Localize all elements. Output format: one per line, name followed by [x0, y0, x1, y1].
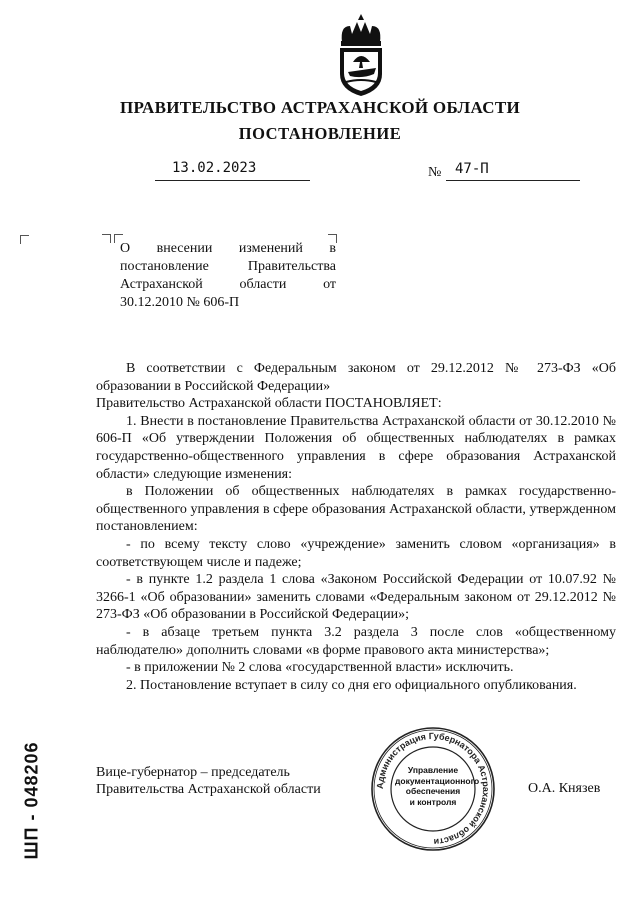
stamp-center-text: Управление документационного обеспечения и контроля [395, 765, 480, 807]
preamble: В соответствии с Федеральным законом от 29.12.2012 № 273-ФЗ «Об образовании в Российской Федерации» [96, 361, 616, 394]
number-underline [446, 180, 580, 181]
serial-number: ШП - 048206 [21, 741, 42, 860]
svg-text:Администрация Губернатора Астр: Администрация Губернатора Астраханской области [374, 730, 492, 848]
signatory-position [96, 764, 321, 798]
item-1: 1. Внести в постановление Правительства Астраханской области от 30.12.2010 № 606-П «Об утверждении Положения об общественных наблюдателях в рамках государственно-общественного управления в сфере образования Астраханской области» следующие изменения: [96, 413, 616, 482]
position-line: Правительства Астраханской области [96, 782, 321, 797]
coat-of-arms-icon [330, 12, 392, 98]
position-line: Вице-губернатор – председатель [96, 765, 290, 780]
corner-mark [20, 235, 29, 244]
corner-mark [102, 234, 111, 243]
signatory-name: О.А. Князев [528, 781, 601, 796]
item-1-intro: в Положении об общественных наблюдателях в рамках государственно-общественного управления в сфере образования Астраханской области, утвержденном постановлением: [96, 484, 616, 535]
document-body [96, 360, 616, 694]
number-sign: № [428, 165, 442, 180]
change-item: - в пункте 1.2 раздела 1 слова «Законом Российской Федерации от 10.07.92 № 3266-1 «Об образовании» заменить словами «Федеральным законом от 29.12.2012 № 273-ФЗ «Об образовании в Российской Федерации»; [96, 572, 616, 623]
change-item: - в приложении № 2 слова «государственной власти» исключить. [126, 660, 514, 676]
change-item: - в абзаце третьем пункта 3.2 раздела 3 после слов «общественному наблюдателю» дополнить словами «в форме правового акта министерства»; [96, 624, 616, 658]
enacting-clause: Правительство Астраханской области ПОСТАНОВЛЯЕТ: [96, 396, 442, 412]
date-underline [155, 180, 310, 181]
organization-title: ПРАВИТЕЛЬСТВО АСТРАХАНСКОЙ ОБЛАСТИ [120, 98, 520, 117]
document-date: 13.02.2023 [172, 160, 257, 176]
change-item: - по всему тексту слово «учреждение» заменить словом «организация» в соответствующем числе и падеже; [96, 536, 616, 570]
document-type: ПОСТАНОВЛЕНИЕ [238, 124, 402, 143]
document-number: 47-П [455, 161, 489, 177]
item-2: 2. Постановление вступает в силу со дня его официального опубликования. [126, 677, 577, 693]
document-subject: О внесении изменений в постановление Правительства Астраханской области от 30.12.2010 № 606-П [120, 241, 336, 310]
